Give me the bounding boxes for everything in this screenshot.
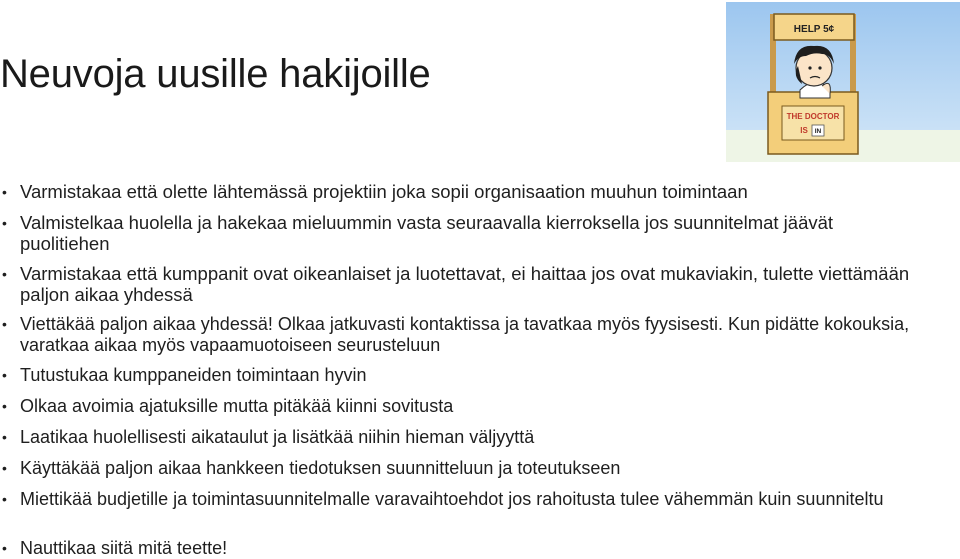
bullet-item xyxy=(0,365,912,386)
bullet-text: Varmistakaa että kumppanit ovat oikeanlaiset ja luotettavat, ei haittaa jos ovat mukaviakin, tulette viettämään paljon aikaa yhdessä xyxy=(20,263,910,305)
bullet-item xyxy=(0,538,912,559)
character-eye xyxy=(818,66,821,69)
bullet-dot-icon: • xyxy=(2,367,7,383)
bullet-item xyxy=(0,458,912,479)
bullet-text: Käyttäkää paljon aikaa hankkeen tiedotuksen suunnitteluun ja toteutukseen xyxy=(20,458,621,478)
bullet-dot-icon: • xyxy=(2,540,7,556)
bullet-text: Valmistelkaa huolella ja hakekaa mieluummin vasta seuraavalla kierroksella jos suunnitelmat jäävät puolitiehen xyxy=(20,212,834,254)
bullet-dot-icon: • xyxy=(2,398,7,414)
bullet-item xyxy=(0,314,912,355)
bullet-text: Varmistakaa että olette lähtemässä projektiin joka sopii organisaation muuhun toimintaan xyxy=(20,181,748,202)
slide-title: Neuvoja uusille hakijoille xyxy=(0,52,431,96)
bullet-item xyxy=(0,213,912,254)
bullet-text: Laatikaa huolellisesti aikataulut ja lisätkää niihin hieman väljyyttä xyxy=(20,427,535,447)
bullet-text: Nauttikaa siitä mitä teette! xyxy=(20,538,228,558)
doctor-sign-is: IS xyxy=(800,126,808,135)
bullet-item xyxy=(0,396,912,417)
in-tag-text: IN xyxy=(814,128,822,135)
bullet-dot-icon: • xyxy=(2,491,7,507)
bullet-dot-icon: • xyxy=(2,266,7,282)
help-sign-text: HELP 5¢ xyxy=(793,24,835,35)
bullet-dot-icon: • xyxy=(2,429,7,445)
bullet-item xyxy=(0,182,912,203)
bullet-text: Miettikää budjetille ja toimintasuunnitelmalle varavaihtoehdot jos rahoitusta tulee vähemmän kuin suunniteltu xyxy=(20,489,884,509)
character-eye xyxy=(808,66,811,69)
doctor-booth-illustration xyxy=(726,2,960,162)
bullet-item xyxy=(0,489,912,510)
bullet-text: Olkaa avoimia ajatuksille mutta pitäkää kiinni sovitusta xyxy=(20,396,454,416)
bullet-dot-icon: • xyxy=(2,215,7,231)
bullet-dot-icon: • xyxy=(2,316,7,332)
bullet-item xyxy=(0,264,912,305)
doctor-sign-text: THE DOCTOR xyxy=(786,112,840,121)
bullet-dot-icon: • xyxy=(2,184,7,200)
bullet-text: Tutustukaa kumppaneiden toimintaan hyvin xyxy=(20,365,367,385)
bullet-text: Viettäkää paljon aikaa yhdessä! Olkaa jatkuvasti kontaktissa ja tavatkaa myös fyysisesti. Kun pidätte kokouksia, varatkaa aikaa myös vapaamuotoiseen seurusteluun xyxy=(20,314,910,355)
bullet-dot-icon: • xyxy=(2,460,7,476)
bullet-item xyxy=(0,427,912,448)
